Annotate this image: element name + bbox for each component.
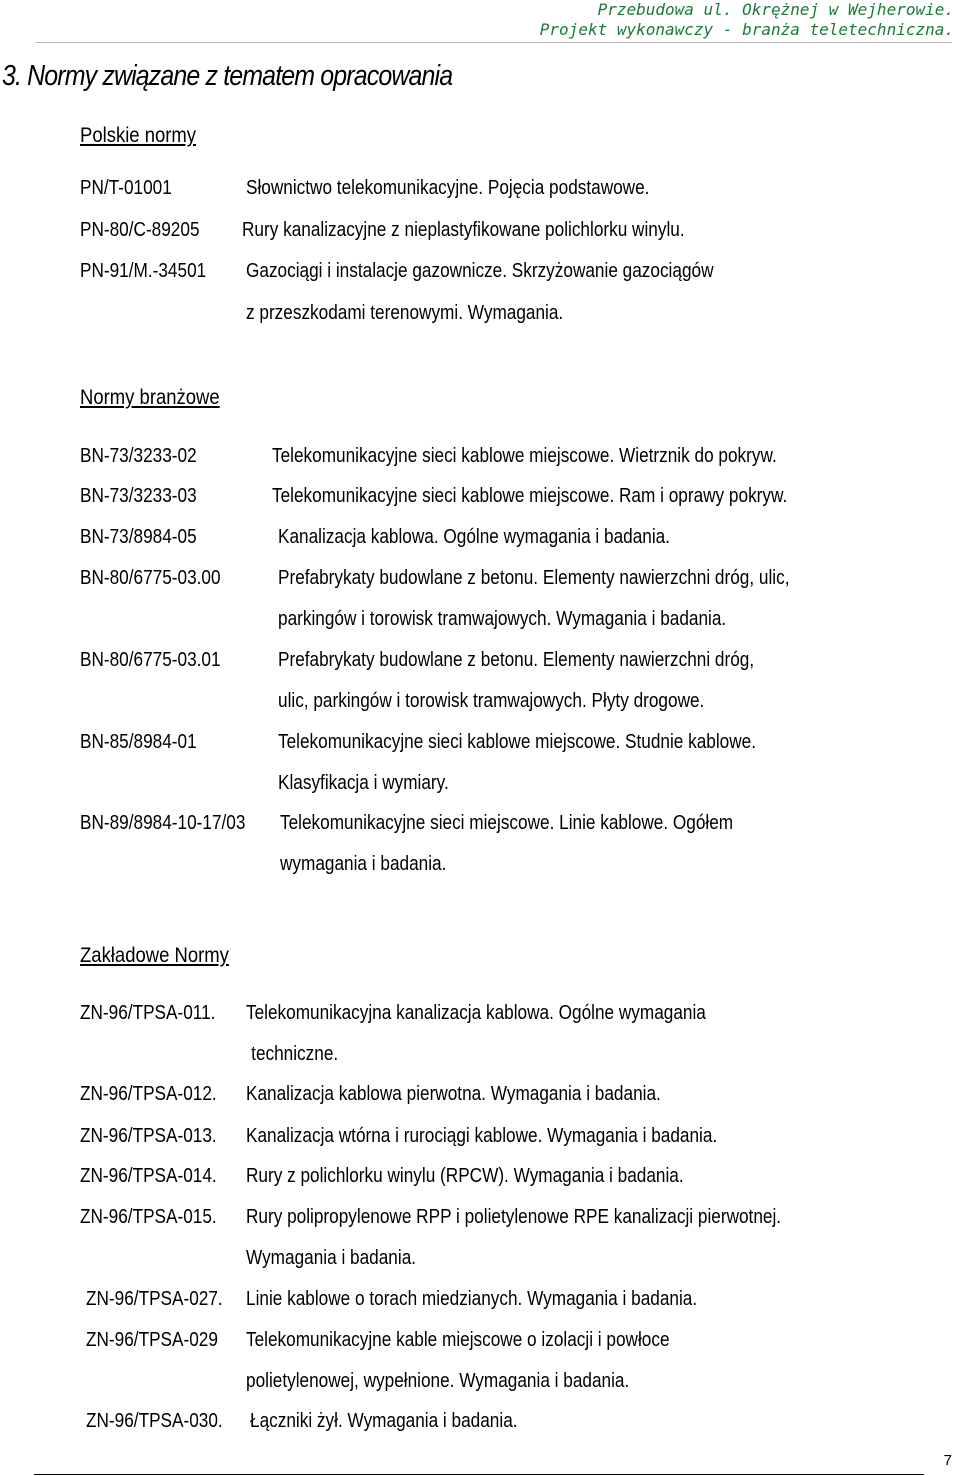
norm-description: Linie kablowe o torach miedzianych. Wymagania i badania.	[246, 1288, 698, 1310]
page-number: 7	[943, 1452, 952, 1469]
header-project-subtitle: Projekt wykonawczy - branża teletechniczna.	[539, 20, 954, 39]
footer-divider	[34, 1474, 924, 1475]
header-divider	[36, 42, 952, 43]
norm-description: Telekomunikacyjna kanalizacja kablowa. Ogólne wymagania techniczne.	[246, 1002, 706, 1065]
norm-description: Telekomunikacyjne sieci kablowe miejscowe. Ram i oprawy pokryw.	[272, 485, 788, 507]
norm-description: Telekomunikacyjne sieci miejscowe. Linie kablowe. Ogółem wymagania i badania.	[280, 812, 734, 875]
norm-code: PN-91/M.-34501	[80, 260, 207, 282]
norm-description: Telekomunikacyjne sieci kablowe miejscowe. Wietrznik do pokryw.	[272, 445, 777, 467]
norm-code: BN-89/8984-10-17/03	[80, 812, 246, 834]
norm-code: ZN-96/TPSA-014.	[80, 1165, 217, 1187]
norm-description: Prefabrykaty budowlane z betonu. Elementy nawierzchni dróg, ulic, parkingów i torowisk tramwajowych. Płyty drogowe.	[278, 649, 755, 712]
norm-code: ZN-96/TPSA-012.	[80, 1083, 217, 1105]
norm-code: ZN-96/TPSA-030.	[86, 1410, 223, 1432]
norm-description: Kanalizacja kablowa pierwotna. Wymagania i badania.	[246, 1083, 661, 1105]
norm-code: ZN-96/TPSA-011.	[80, 1002, 216, 1024]
norm-description: Rury polipropylenowe RPP i polietylenowe RPE kanalizacji pierwotnej. Wymagania i badania.	[246, 1206, 782, 1269]
company-norms-heading: Zakładowe Normy	[80, 944, 229, 967]
norm-description: Telekomunikacyjne kable miejscowe o izolacji i powłoce polietylenowej, wypełnione. Wymagania i badania.	[246, 1329, 670, 1392]
norm-code: BN-73/3233-03	[80, 485, 197, 507]
norm-description: Kanalizacja kablowa. Ogólne wymagania i badania.	[278, 526, 671, 548]
norm-description: Kanalizacja wtórna i rurociągi kablowe. Wymagania i badania.	[246, 1125, 718, 1147]
norm-code: BN-73/8984-05	[80, 526, 197, 548]
running-header	[540, 0, 954, 40]
norm-code: BN-85/8984-01	[80, 731, 197, 753]
industry-norms-heading: Normy branżowe	[80, 386, 220, 409]
norm-description: Gazociągi i instalacje gazownicze. Skrzyżowanie gazociągów z przeszkodami terenowymi. Wymagania.	[246, 260, 714, 324]
norm-description: Rury kanalizacyjne z nieplastyfikowane polichlorku winylu.	[242, 219, 685, 241]
norm-code: BN-80/6775-03.00	[80, 567, 221, 589]
norm-code: BN-80/6775-03.01	[80, 649, 221, 671]
norm-description: Łączniki żył. Wymagania i badania.	[250, 1410, 518, 1432]
polish-norms-heading: Polskie normy	[80, 124, 197, 147]
norm-description: Prefabrykaty budowlane z betonu. Elementy nawierzchni dróg, ulic, parkingów i torowisk tramwajowych. Wymagania i badania.	[278, 567, 790, 630]
norm-code: BN-73/3233-02	[80, 445, 197, 467]
norm-description: Słownictwo telekomunikacyjne. Pojęcia podstawowe.	[246, 177, 650, 199]
norm-code: ZN-96/TPSA-015.	[80, 1206, 217, 1228]
norm-code: PN/T-01001	[80, 177, 172, 199]
norm-description: Rury z polichlorku winylu (RPCW). Wymagania i badania.	[246, 1165, 684, 1187]
norm-description: Telekomunikacyjne sieci kablowe miejscowe. Studnie kablowe. Klasyfikacja i wymiary.	[278, 731, 757, 794]
norm-code: PN-80/C-89205	[80, 219, 200, 241]
header-project-title: Przebudowa ul. Okrężnej w Wejherowie.	[597, 0, 954, 19]
norm-code: ZN-96/TPSA-029	[86, 1329, 218, 1351]
norm-code: ZN-96/TPSA-027.	[86, 1288, 223, 1310]
section-title: 3. Normy związane z tematem opracowania	[2, 60, 453, 92]
norm-code: ZN-96/TPSA-013.	[80, 1125, 217, 1147]
